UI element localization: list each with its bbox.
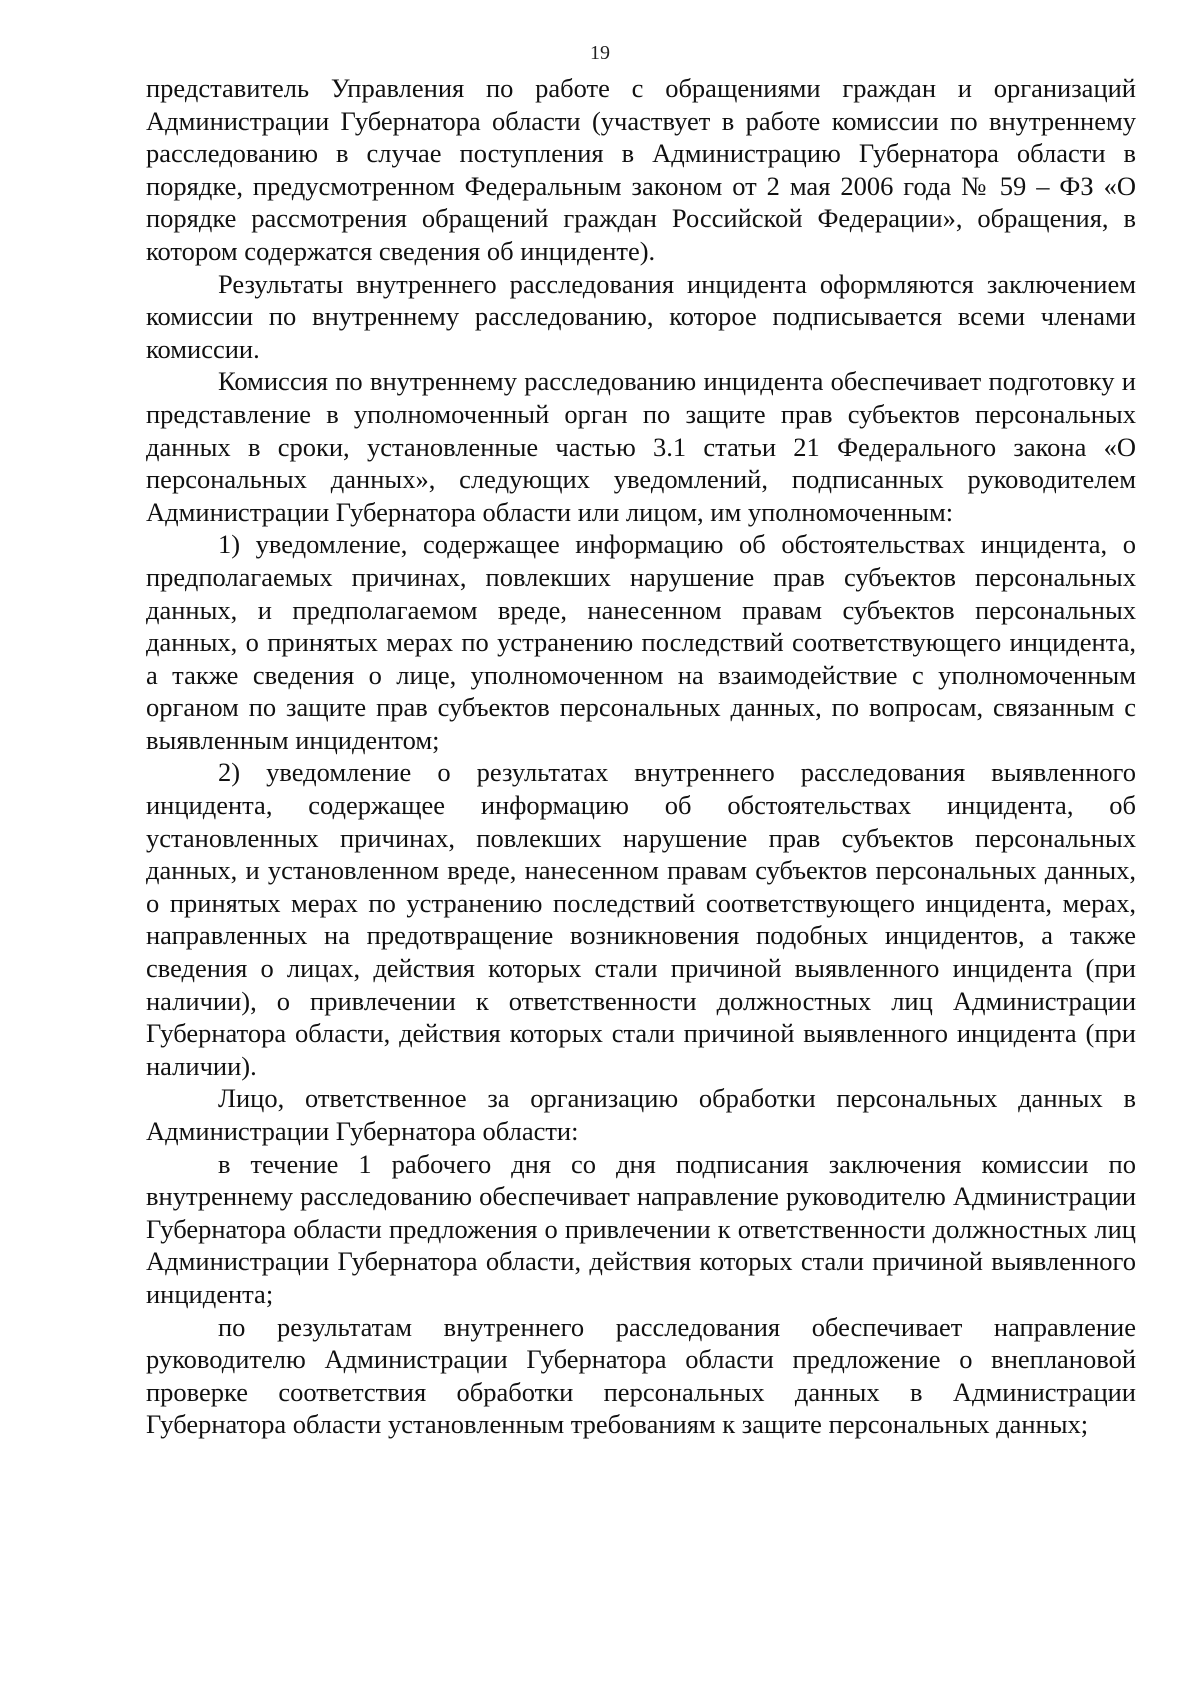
paragraph-unscheduled-check: по результатам внутреннего расследования обеспечивает направление руководителю Администрации Губернатора области предложение о внеплановой проверке соответствия обработки персональных данных в Администрации Губернатора области установленным требованиям к защите персональных данных;: [146, 1311, 1136, 1440]
page-number: 19: [590, 42, 610, 64]
list-item-notification-1: 1) уведомление, содержащее информацию об обстоятельствах инцидента, о предполагаемых причинах, повлекших нарушение прав субъектов персональных данных, и предполагаемом вреде, нанесенном правам субъектов персональных данных, о принятых мерах по устранению последствий соответствующего инцидента, а также сведения о лице, уполномоченном на взаимодействие с уполномоченным органом по защите прав субъектов персональных данных, по вопросам, связанным с выявленным инцидентом;: [146, 529, 1136, 755]
paragraph-responsible-person: Лицо, ответственное за организацию обработки персональных данных в Администрации Губернатора области:: [146, 1083, 1136, 1146]
list-item-notification-2: 2) уведомление о результатах внутреннего расследования выявленного инцидента, содержащее информацию об обстоятельствах инцидента, об установленных причинах, повлекших нарушение прав субъектов персональных данных, и установленном вреде, нанесенном правам субъектов персональных данных, о принятых мерах по устранению последствий соответствующего инцидента, мерах, направленных на предотвращение возникновения подобных инцидентов, а также сведения о лицах, действия которых стали причиной выявленного инцидента (при наличии), о привлечении к ответственности должностных лиц Администрации Губернатора области, действия которых стали причиной выявленного инцидента (при наличии).: [146, 757, 1136, 1081]
paragraph-commission-duties: Комиссия по внутреннему расследованию инцидента обеспечивает подготовку и представление в уполномоченный орган по защите прав субъектов персональных данных в сроки, установленные частью 3.1 статьи 21 Федерального закона «О персональных данных», следующих уведомлений, подписанных руководителем Администрации Губернатора области или лицом, им уполномоченным:: [146, 366, 1136, 527]
paragraph-continuation: представитель Управления по работе с обращениями граждан и организаций Администрации Губернатора области (участвует в работе комиссии по внутреннему расследованию в случае поступления в Администрацию Губернатора области в порядке, предусмотренном Федеральным законом от 2 мая 2006 года № 59 – ФЗ «О порядке рассмотрения обращений граждан Российской Федерации», обращения, в котором содержатся сведения об инциденте).: [146, 73, 1136, 266]
paragraph-one-day-term: в течение 1 рабочего дня со дня подписания заключения комиссии по внутреннему расследованию обеспечивает направление руководителю Администрации Губернатора области предложения о привлечении к ответственности должностных лиц Администрации Губернатора области, действия которых стали причиной выявленного инцидента;: [146, 1148, 1136, 1309]
document-body: [146, 72, 1136, 1441]
paragraph-results: Результаты внутреннего расследования инцидента оформляются заключением комиссии по внутреннему расследованию, которое подписывается всеми членами комиссии.: [146, 268, 1136, 364]
